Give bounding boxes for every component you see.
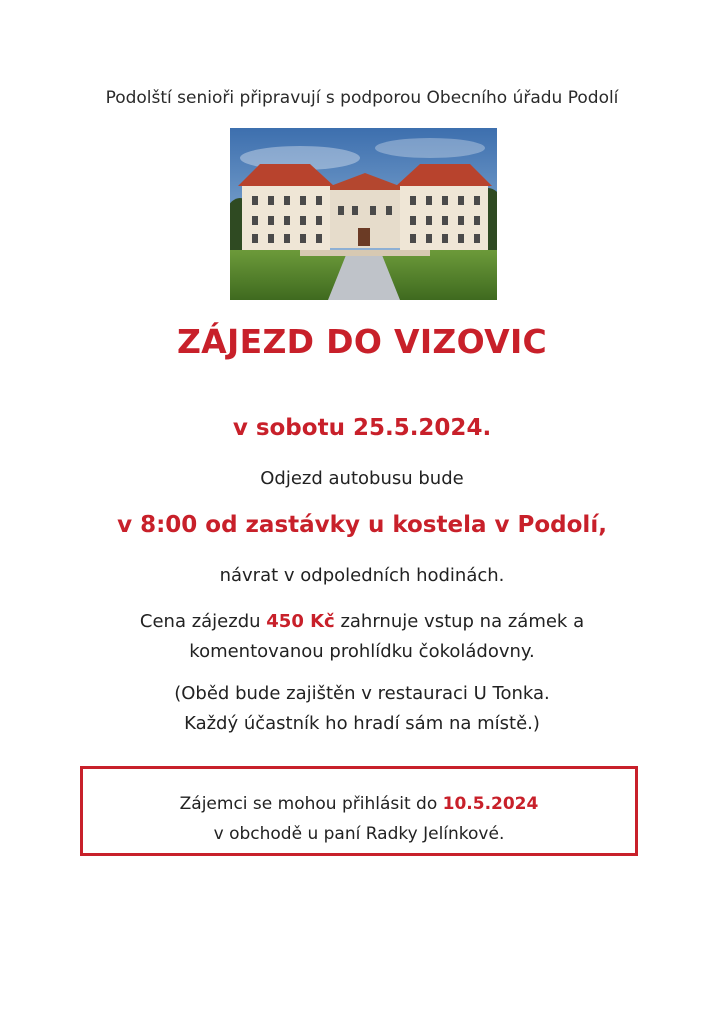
departure-details: v 8:00 od zastávky u kostela v Podolí, <box>117 512 607 538</box>
return-text: návrat v odpoledních hodinách. <box>219 565 505 586</box>
registration-deadline: 10.5.2024 <box>442 794 539 814</box>
price-amount: 450 Kč <box>266 611 335 632</box>
castle-photo <box>230 128 497 300</box>
registration-text-before: Zájemci se mohou přihlásit do <box>179 794 443 814</box>
price-text-before: Cena zájezdu <box>139 611 267 632</box>
intro-text: Podolští senioři připravují s podporou Obecního úřadu Podolí <box>105 88 619 108</box>
trip-date: v sobotu 25.5.2024. <box>232 415 492 441</box>
price-paragraph <box>0 607 724 667</box>
registration-box <box>80 766 638 856</box>
lunch-line2: Každý účastník ho hradí sám na místě.) <box>184 713 540 734</box>
page-title: ZÁJEZD DO VIZOVIC <box>176 322 548 361</box>
price-text-after: zahrnuje vstup na zámek a <box>334 611 585 632</box>
lunch-line1: (Oběd bude zajištěn v restauraci U Tonka. <box>174 683 550 704</box>
price-text-line2: komentovanou prohlídku čokoládovny. <box>189 641 535 662</box>
registration-place: v obchodě u paní Radky Jelínkové. <box>213 824 505 844</box>
lunch-paragraph <box>0 679 724 739</box>
registration-text <box>83 789 635 849</box>
departure-intro: Odjezd autobusu bude <box>260 468 464 489</box>
